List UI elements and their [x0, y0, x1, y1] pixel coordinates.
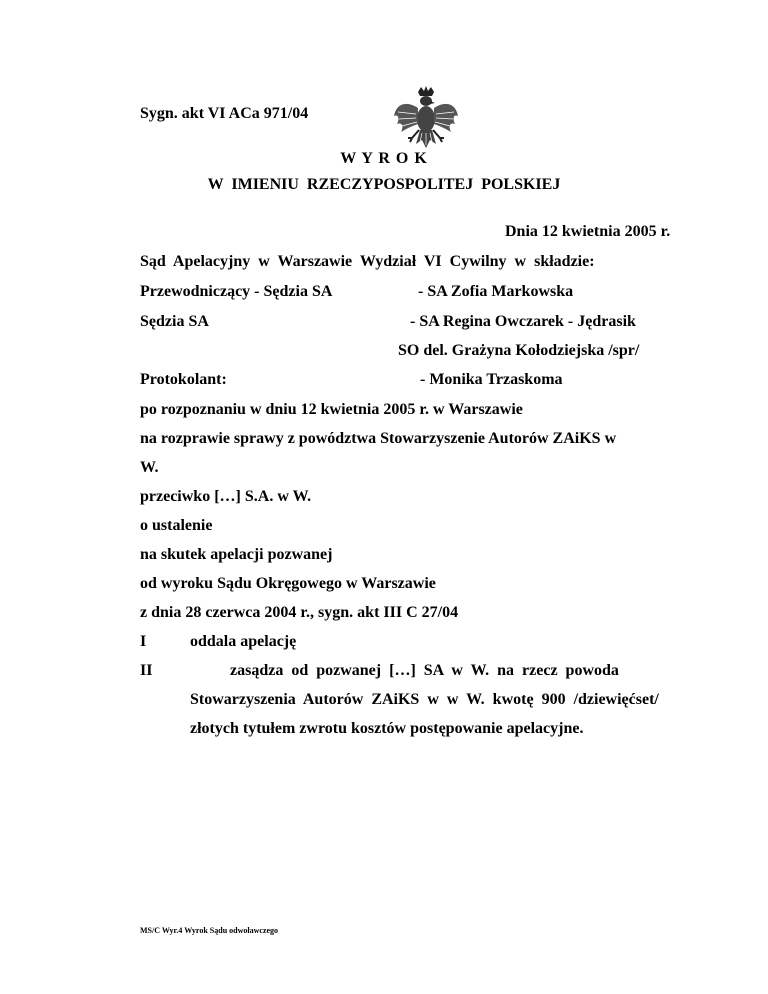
court-intro: Sąd Apelacyjny w Warszawie Wydział VI Cywilny w składzie:	[140, 253, 595, 270]
body-line-2: na rozprawie sprawy z powództwa Stowarzyszenie Autorów ZAiKS w	[140, 430, 617, 447]
polish-eagle-emblem	[392, 86, 460, 156]
ruling-2-line-2: Stowarzyszenia Autorów ZAiKS w w W. kwotę 900 /dziewięćset/	[190, 691, 659, 708]
ruling-1-number: I	[140, 633, 147, 650]
footer-form-code: MS/C Wyr.4 Wyrok Sądu odwoławczego	[140, 926, 279, 935]
signature: Sygn. akt VI ACa 971/04	[140, 105, 309, 122]
judge-name: - SA Regina Owczarek - Jędrasik	[410, 313, 636, 330]
clerk-role: Protokolant:	[140, 371, 227, 388]
judge-role: Sędzia SA	[140, 313, 209, 330]
judge2-name: SO del. Grażyna Kołodziejska /spr/	[398, 342, 640, 359]
ruling-2-line-3: złotych tytułem zwrotu kosztów postępowanie apelacyjne.	[190, 720, 584, 737]
body-line-5: o ustalenie	[140, 517, 213, 534]
judgment-date: Dnia 12 kwietnia 2005 r.	[505, 223, 671, 240]
chair-name: - SA Zofia Markowska	[418, 283, 574, 300]
document-subtitle: W IMIENIU RZECZYPOSPOLITEJ POLSKIEJ	[207, 176, 561, 193]
body-line-7: od wyroku Sądu Okręgowego w Warszawie	[140, 575, 436, 592]
document-title: W Y R O K	[340, 150, 428, 167]
clerk-name: - Monika Trzaskoma	[420, 371, 563, 388]
body-line-8: z dnia 28 czerwca 2004 r., sygn. akt III C 27/04	[140, 604, 459, 621]
body-line-1: po rozpoznaniu w dniu 12 kwietnia 2005 r. w Warszawie	[140, 401, 523, 418]
chair-role: Przewodniczący - Sędzia SA	[140, 283, 333, 300]
ruling-2-number: II	[140, 662, 153, 679]
ruling-1-text: oddala apelację	[190, 633, 297, 650]
ruling-2-line-1: zasądza od pozwanej […] SA w W. na rzecz powoda	[230, 662, 619, 679]
body-line-4: przeciwko […] S.A. w W.	[140, 488, 312, 505]
body-line-3: W.	[140, 459, 159, 476]
body-line-6: na skutek apelacji pozwanej	[140, 546, 333, 563]
